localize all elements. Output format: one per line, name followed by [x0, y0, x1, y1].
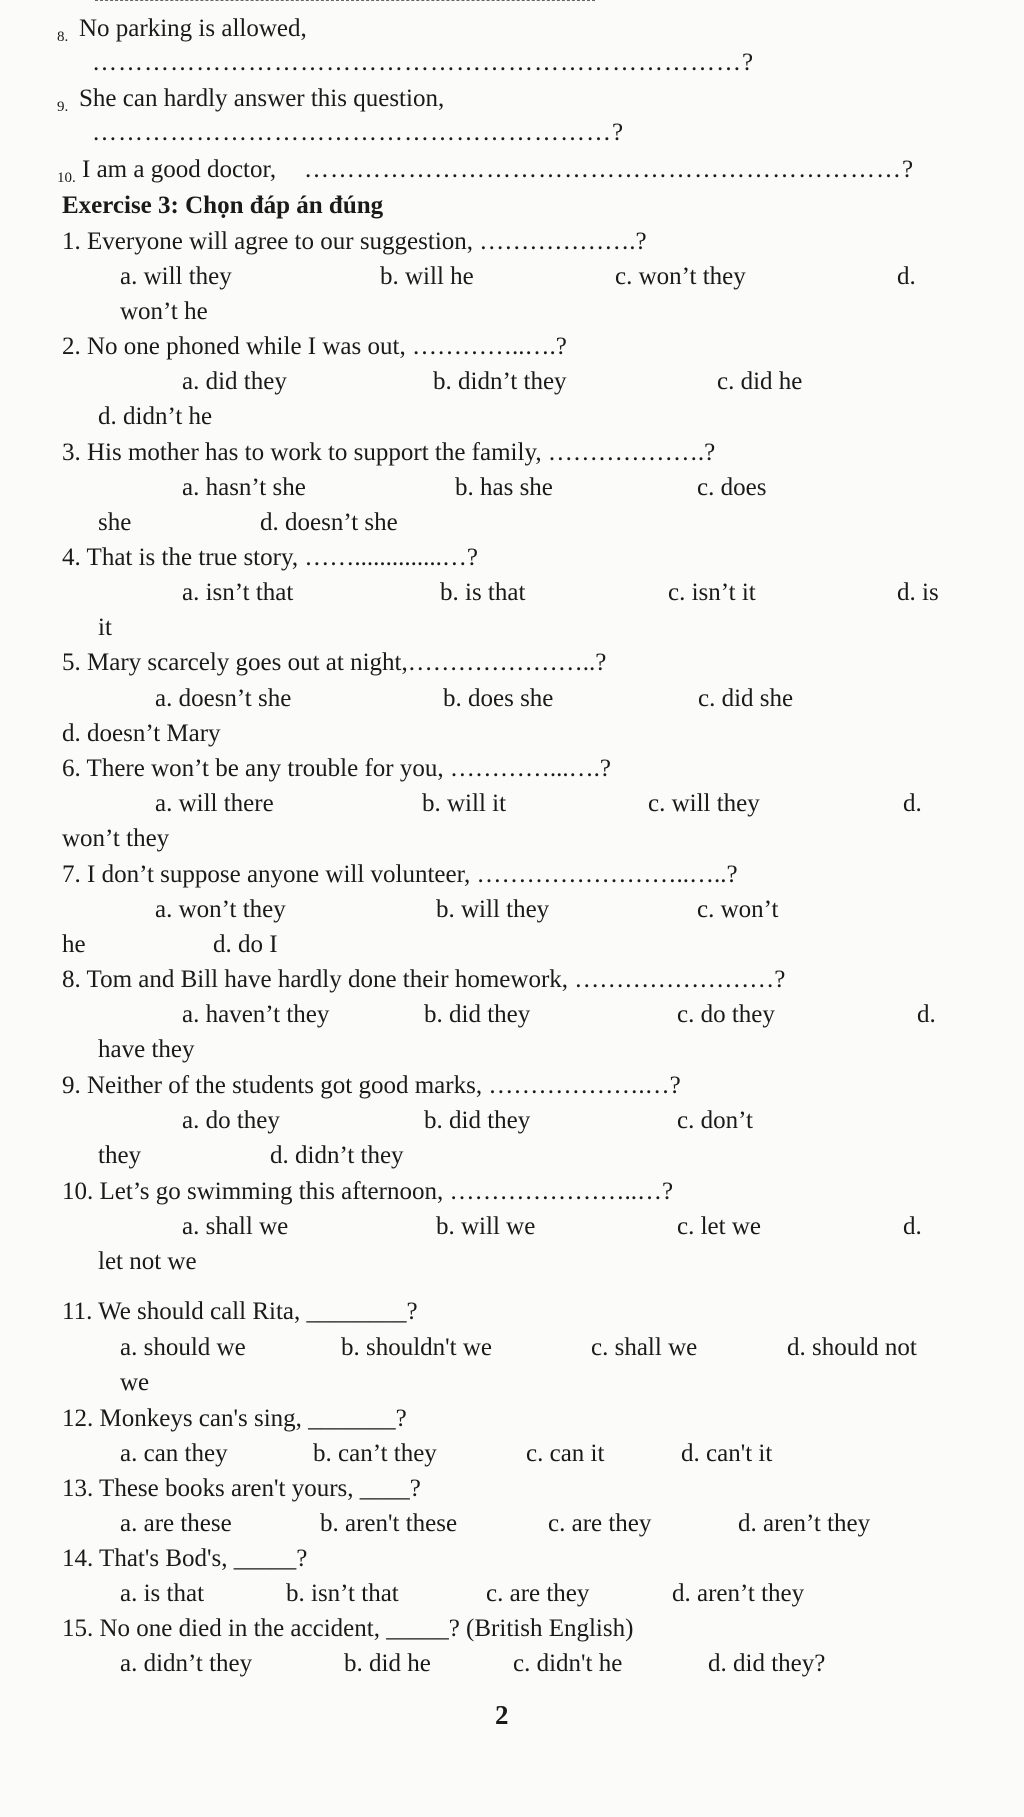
option-a[interactable]: a. did they	[182, 368, 287, 395]
item-sentence: I am a good doctor,	[82, 156, 277, 183]
option-b[interactable]: b. shouldn't we	[341, 1334, 493, 1361]
option-a[interactable]: a. doesn’t she	[155, 685, 292, 712]
option-c[interactable]: c. don’t	[677, 1107, 753, 1134]
option-c-cont[interactable]: she	[98, 509, 132, 536]
option-b[interactable]: b. did they	[424, 1001, 531, 1028]
question-stem: 9. Neither of the students got good marks, ……………….…?	[62, 1072, 681, 1099]
question-stem: 8. Tom and Bill have hardly done their homework, ……………………?	[62, 966, 786, 993]
option-c-cont[interactable]: they	[98, 1142, 142, 1169]
option-c[interactable]: c. let we	[677, 1213, 761, 1240]
option-a[interactable]: a. can they	[120, 1440, 228, 1467]
option-a[interactable]: a. haven’t they	[182, 1001, 330, 1028]
option-a[interactable]: a. hasn’t she	[182, 474, 306, 501]
option-b[interactable]: b. did they	[424, 1107, 531, 1134]
option-d[interactable]: d. can't it	[681, 1440, 773, 1467]
question-stem: 15. No one died in the accident, _____? (British English)	[62, 1615, 634, 1642]
option-b[interactable]: b. will we	[436, 1213, 536, 1240]
option-a[interactable]: a. should we	[120, 1334, 246, 1361]
option-b[interactable]: b. will they	[436, 896, 550, 923]
option-d[interactable]: d. do I	[213, 931, 278, 958]
option-d[interactable]: d. should not	[787, 1334, 917, 1361]
item-sentence: No parking is allowed,	[79, 15, 307, 42]
top-divider	[95, 0, 595, 1]
option-b[interactable]: b. didn’t they	[433, 368, 567, 395]
question-stem: 2. No one phoned while I was out, …………..….?	[62, 333, 567, 360]
question-stem: 1. Everyone will agree to our suggestion, ……………….?	[62, 228, 647, 255]
option-a[interactable]: a. is that	[120, 1580, 205, 1607]
worksheet-page: 8. No parking is allowed, …………………………………………………………………? 9. She can hardly answer this question, ……………………………………………………? 10. I am a good doctor, ……………………………………………………………? Exercise 3: Chọn đáp án đúng 1. Everyone will agree to our suggestion, ……………….? a. will they b. will he c. won’t they d. won’t he 2. No one phoned while I was out, …………..….? a. did they b. didn’t they c. did he d. didn’t he 3. His mother has to work to support the family, ……………….? a. hasn’t she b. has she c. does she d. doesn’t she 4. That is the true story, ……..............…? a. isn’t that b. is that c. isn’t it d. is it 5. Mary scarcely goes out at night,…………………..? a. doesn’t she b. does she c. did she d. doesn’t Mary 6. There won’t be any trouble for you, …………...….? a. will there b. will it c. will they d. won’t they 7. I don’t suppose anyone will volunteer, ……………………..…..? a. won’t they b. will they c. won’t he d. do I 8. Tom and Bill have hardly done their homework, ……………………? a. haven’t they b. did they c. do they d. have they 9. Neither of the students got good marks, ……………….…? a. do they b. did they c. don’t they d. didn’t they 10. Let’s go swimming this afternoon, …………………..…? a. shall we b. will we c. let we d. let not we 11. We should call Rita, ________? a. should we b. shouldn't we c. shall we d. should not we 12. Monkeys can's sing, _______? a. can they b. can’t they c. can it d. can't it 13. These books aren't yours, ____? a. are these b. aren't these c. are they d. aren’t they 14. That's Bod's, _____? a. is that b. isn’t that c. are they d. aren’t they 15. No one died in the accident, _____? (British English) a. didn’t they b. did he c. didn't he d. did they? 2	[0, 0, 1024, 1817]
option-a[interactable]: a. shall we	[182, 1213, 289, 1240]
question-stem: 5. Mary scarcely goes out at night,…………………..?	[62, 649, 607, 676]
question-stem: 13. These books aren't yours, ____?	[62, 1475, 421, 1502]
option-c[interactable]: c. are they	[486, 1580, 590, 1607]
page-number: 2	[495, 1700, 509, 1730]
option-d-cont[interactable]: won’t they	[62, 825, 170, 852]
option-a[interactable]: a. do they	[182, 1107, 280, 1134]
option-d[interactable]: d. is	[897, 579, 939, 606]
option-c[interactable]: c. will they	[648, 790, 760, 817]
option-d[interactable]: d. aren’t they	[738, 1510, 871, 1537]
item-sentence: She can hardly answer this question,	[79, 85, 445, 112]
option-a[interactable]: a. didn’t they	[120, 1650, 253, 1677]
answer-line[interactable]: ……………………………………………………………?	[304, 156, 915, 183]
question-stem: 4. That is the true story, ……..............…?	[62, 544, 478, 571]
question-stem: 10. Let’s go swimming this afternoon, …………………..…?	[62, 1178, 674, 1205]
option-c[interactable]: c. can it	[526, 1440, 605, 1467]
option-d[interactable]: d. doesn’t she	[260, 509, 398, 536]
option-c[interactable]: c. shall we	[591, 1334, 698, 1361]
option-d[interactable]: d. didn’t they	[270, 1142, 404, 1169]
option-b[interactable]: b. did he	[344, 1650, 431, 1677]
option-b[interactable]: b. is that	[440, 579, 526, 606]
option-c[interactable]: c. did he	[717, 368, 803, 395]
option-d[interactable]: d.	[903, 790, 922, 817]
option-c[interactable]: c. won’t	[697, 896, 779, 923]
question-stem: 3. His mother has to work to support the family, ……………….?	[62, 439, 716, 466]
option-c[interactable]: c. didn't he	[513, 1650, 623, 1677]
option-b[interactable]: b. does she	[443, 685, 554, 712]
option-d-cont[interactable]: have they	[98, 1036, 195, 1063]
option-d[interactable]: d.	[917, 1001, 936, 1028]
option-c-cont[interactable]: he	[62, 931, 86, 958]
option-d[interactable]: d. did they?	[708, 1650, 826, 1677]
option-d[interactable]: d. doesn’t Mary	[62, 720, 221, 747]
option-b[interactable]: b. will it	[422, 790, 507, 817]
option-c[interactable]: c. isn’t it	[668, 579, 756, 606]
option-b[interactable]: b. has she	[455, 474, 553, 501]
option-a[interactable]: a. won’t they	[155, 896, 286, 923]
option-a[interactable]: a. isn’t that	[182, 579, 294, 606]
option-d[interactable]: d.	[897, 263, 916, 290]
option-c[interactable]: c. are they	[548, 1510, 652, 1537]
option-a[interactable]: a. are these	[120, 1510, 232, 1537]
option-d-cont[interactable]: we	[120, 1369, 150, 1396]
option-b[interactable]: b. will he	[380, 263, 474, 290]
option-b[interactable]: b. aren't these	[320, 1510, 458, 1537]
option-d[interactable]: d. aren’t they	[672, 1580, 805, 1607]
option-d[interactable]: d. didn’t he	[98, 403, 213, 430]
option-c[interactable]: c. won’t they	[615, 263, 746, 290]
option-d-cont[interactable]: it	[98, 614, 112, 641]
option-b[interactable]: b. can’t they	[313, 1440, 437, 1467]
question-stem: 12. Monkeys can's sing, _______?	[62, 1405, 407, 1432]
option-d[interactable]: d.	[903, 1213, 922, 1240]
option-d-cont[interactable]: won’t he	[120, 298, 208, 325]
question-stem: 11. We should call Rita, ________?	[62, 1298, 418, 1325]
option-a[interactable]: a. will they	[120, 263, 232, 290]
option-c[interactable]: c. do they	[677, 1001, 775, 1028]
option-d-cont[interactable]: let not we	[98, 1248, 197, 1275]
option-c[interactable]: c. did she	[698, 685, 794, 712]
option-a[interactable]: a. will there	[155, 790, 274, 817]
question-stem: 14. That's Bod's, _____?	[62, 1545, 308, 1572]
question-stem: 7. I don’t suppose anyone will volunteer, ……………………..…..?	[62, 861, 738, 888]
question-stem: 6. There won’t be any trouble for you, …………...….?	[62, 755, 611, 782]
option-b[interactable]: b. isn’t that	[286, 1580, 399, 1607]
option-c[interactable]: c. does	[697, 474, 767, 501]
